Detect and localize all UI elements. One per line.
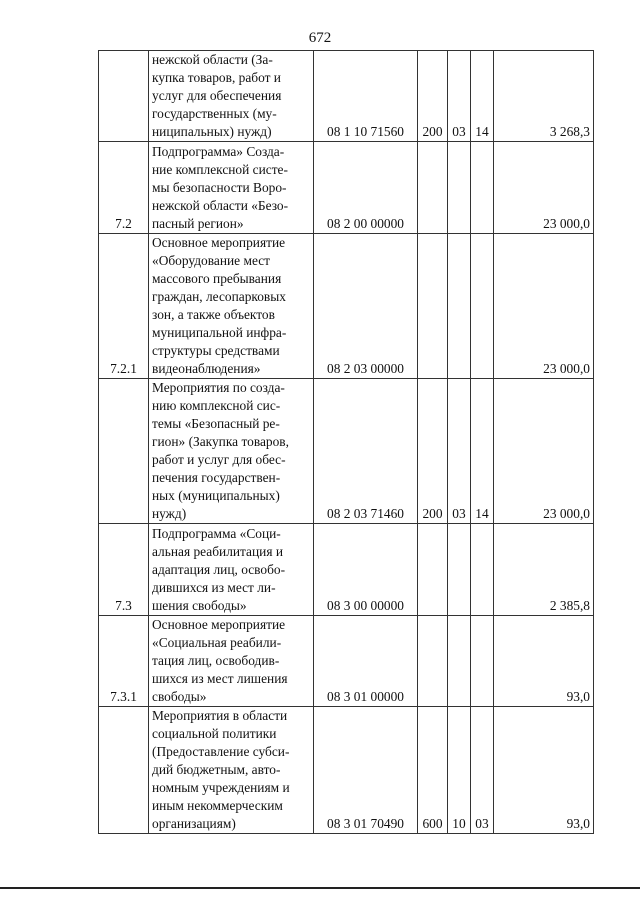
- page-number: 672: [308, 30, 332, 46]
- budget-table: [98, 50, 594, 834]
- table-row: [99, 707, 594, 834]
- expense-type-code: 200: [418, 379, 448, 524]
- row-name: Мероприятия по созда- нию комплексной сис- темы «Безопасный ре- гион» (Закупка товаров, работ и услуг для обес- печения государствен- ных (муниципальных) нужд): [149, 379, 314, 524]
- subsection-code: 14: [471, 379, 494, 524]
- row-name: Основное мероприятие «Оборудование мест массового пребывания граждан, лесопарковых зон, а также объектов муниципальной инфра- структуры средствами видеонаблюдения»: [149, 234, 314, 379]
- section-code: [448, 142, 471, 234]
- bottom-rule: [0, 887, 640, 889]
- expense-type-code: [418, 616, 448, 707]
- table-row: [99, 234, 594, 379]
- expense-type-code: [418, 142, 448, 234]
- target-article-code: 08 2 00 00000: [314, 142, 418, 234]
- subsection-code: [471, 616, 494, 707]
- target-article-code: 08 2 03 00000: [314, 234, 418, 379]
- amount-value: 23 000,0: [494, 379, 594, 524]
- row-number: 7.2.1: [99, 234, 149, 379]
- amount-value: 93,0: [494, 616, 594, 707]
- section-code: [448, 524, 471, 616]
- expense-type-code: [418, 234, 448, 379]
- expense-type-code: [418, 524, 448, 616]
- amount-value: 93,0: [494, 707, 594, 834]
- amount-value: 23 000,0: [494, 234, 594, 379]
- row-number: 7.3: [99, 524, 149, 616]
- table-row: [99, 524, 594, 616]
- expense-type-code: 600: [418, 707, 448, 834]
- target-article-code: 08 3 01 00000: [314, 616, 418, 707]
- table-row: [99, 616, 594, 707]
- row-number: 7.2: [99, 142, 149, 234]
- row-number: [99, 51, 149, 142]
- target-article-code: 08 3 00 00000: [314, 524, 418, 616]
- table-body: [99, 51, 594, 834]
- row-name: Мероприятия в области социальной политики (Предоставление субси- дий бюджетным, авто- номным учреждениям и иным некоммерческим организациям): [149, 707, 314, 834]
- row-number: [99, 707, 149, 834]
- section-code: [448, 234, 471, 379]
- amount-value: 3 268,3: [494, 51, 594, 142]
- row-name: Подпрограмма» Созда- ние комплексной систе- мы безопасности Воро- нежской области «Безо- пасный регион»: [149, 142, 314, 234]
- section-code: [448, 616, 471, 707]
- subsection-code: [471, 142, 494, 234]
- table-row: [99, 51, 594, 142]
- subsection-code: 03: [471, 707, 494, 834]
- row-name: Основное мероприятие «Социальная реабили- тация лиц, освободив- шихся из мест лишения свободы»: [149, 616, 314, 707]
- target-article-code: 08 3 01 70490: [314, 707, 418, 834]
- target-article-code: 08 2 03 71460: [314, 379, 418, 524]
- section-code: 03: [448, 51, 471, 142]
- expense-type-code: 200: [418, 51, 448, 142]
- row-number: [99, 379, 149, 524]
- table-row: [99, 379, 594, 524]
- row-name: Подпрограмма «Соци- альная реабилитация и адаптация лиц, освобо- дившихся из мест ли- шения свободы»: [149, 524, 314, 616]
- section-code: 03: [448, 379, 471, 524]
- section-code: 10: [448, 707, 471, 834]
- amount-value: 2 385,8: [494, 524, 594, 616]
- table-row: [99, 142, 594, 234]
- target-article-code: 08 1 10 71560: [314, 51, 418, 142]
- row-number: 7.3.1: [99, 616, 149, 707]
- amount-value: 23 000,0: [494, 142, 594, 234]
- subsection-code: [471, 234, 494, 379]
- subsection-code: 14: [471, 51, 494, 142]
- row-name: нежской области (За- купка товаров, работ и услуг для обеспечения государственных (му- ниципальных) нужд): [149, 51, 314, 142]
- subsection-code: [471, 524, 494, 616]
